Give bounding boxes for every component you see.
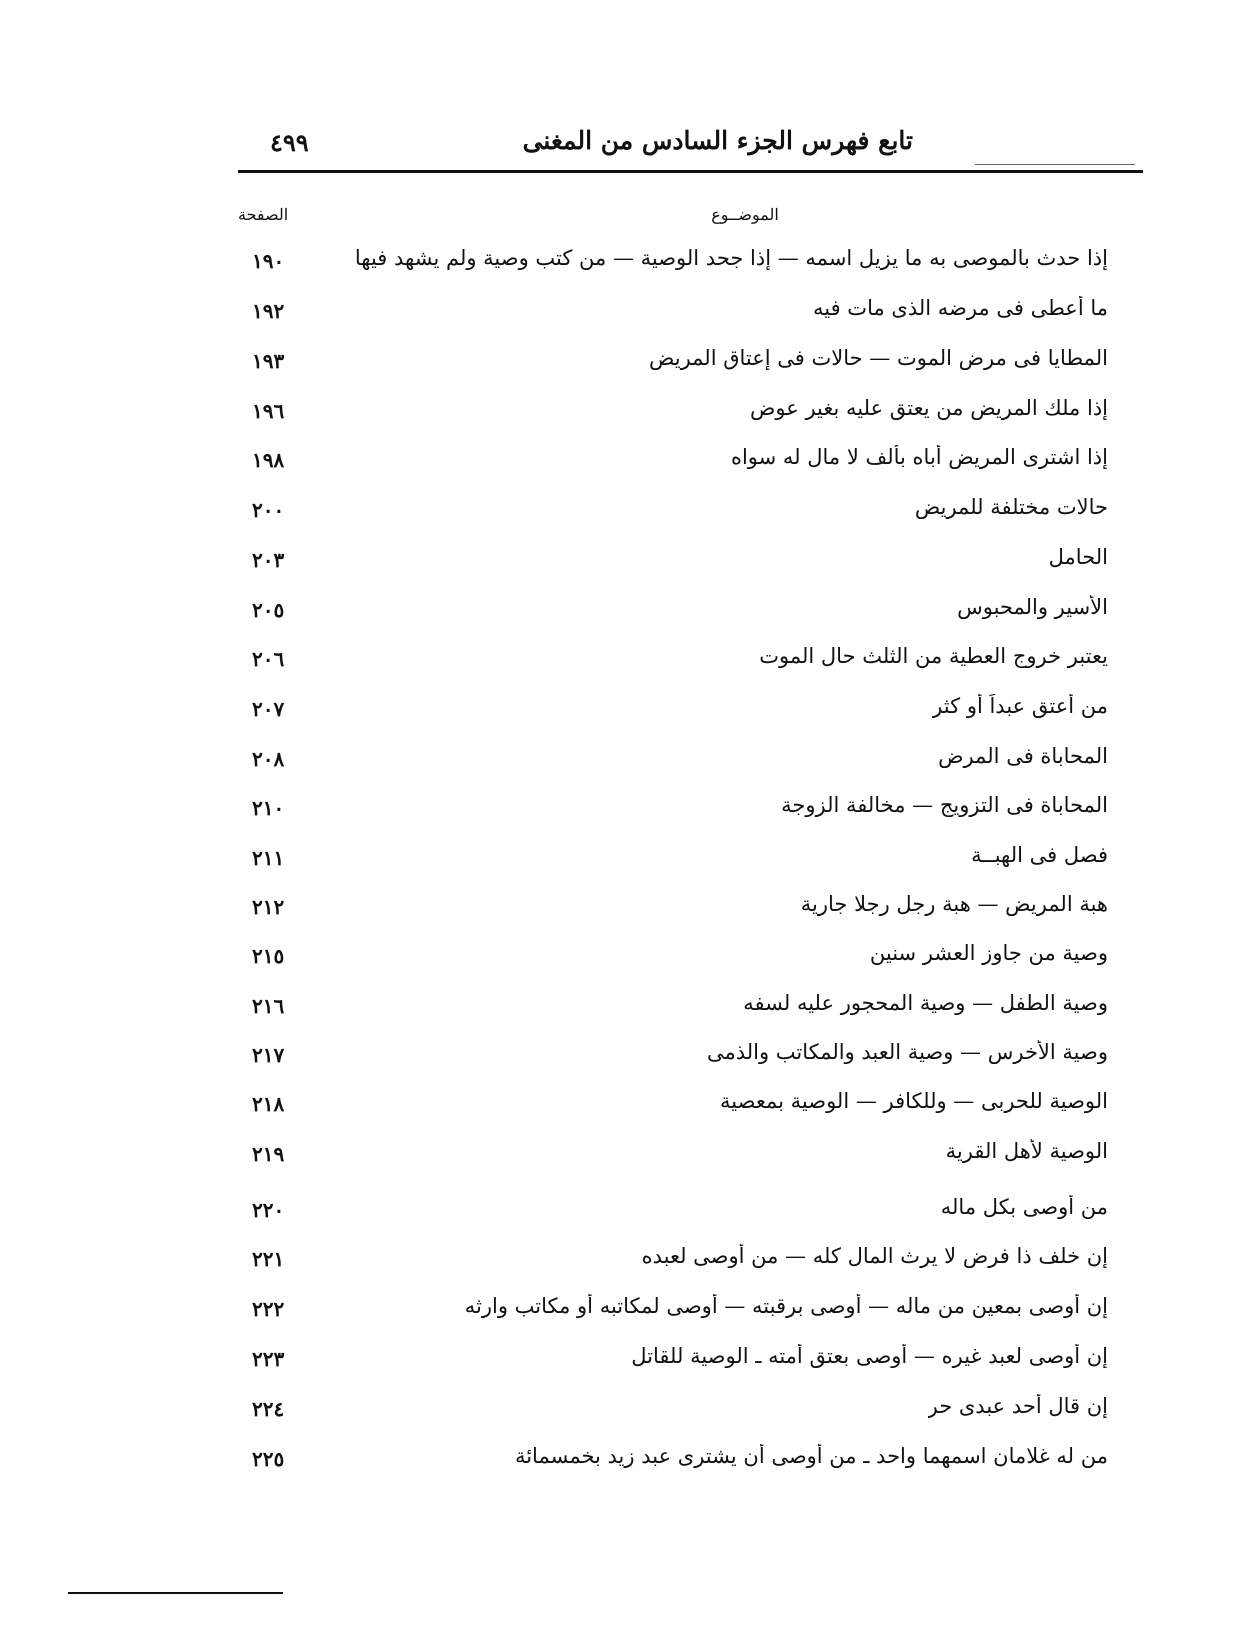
- row-topic: وصية الأخرس — وصية العبد والمكاتب والذمى: [706, 1040, 1108, 1064]
- index-row: [238, 290, 1108, 330]
- row-page-number: ٢٠٧: [252, 697, 285, 721]
- row-topic: هبة المريض — هبة رجل رجلا جارية: [800, 892, 1108, 916]
- header-rule: [238, 170, 1143, 173]
- index-row: [238, 1083, 1108, 1123]
- footnote-rule: [68, 1592, 283, 1594]
- header-thin-rule: [975, 164, 1135, 165]
- row-page-number: ٢١٦: [252, 994, 285, 1018]
- row-page-number: ٢١٩: [252, 1142, 285, 1166]
- index-row: [238, 1238, 1108, 1278]
- index-row: [238, 638, 1108, 678]
- row-page-number: ١٩٠: [252, 249, 285, 273]
- index-row: [238, 1338, 1108, 1378]
- page-number: ٤٩٩: [270, 128, 309, 157]
- row-page-number: ٢١٧: [252, 1043, 285, 1067]
- index-row: [238, 589, 1108, 629]
- row-topic: وصية الطفل — وصية المحجور عليه لسفه: [743, 991, 1108, 1015]
- row-topic: ما أعطى فى مرضه الذى مات فيه: [812, 296, 1108, 320]
- row-topic: المطايا فى مرض الموت — حالات فى إعتاق المريض: [649, 346, 1108, 370]
- row-topic: من أعتق عبداً أو كثر: [932, 694, 1108, 718]
- row-topic: وصية من جاوز العشر سنين: [869, 941, 1108, 965]
- row-topic: إذا ملك المريض من يعتق عليه بغير عوض: [750, 396, 1108, 420]
- row-page-number: ٢٢٢: [252, 1297, 285, 1321]
- index-row: [238, 1288, 1108, 1328]
- row-page-number: ٢٢٤: [252, 1397, 285, 1421]
- row-page-number: ٢١٢: [252, 895, 285, 919]
- row-topic: إن أوصى لعبد غيره — أوصى بعتق أمته ـ الوصية للقاتل: [631, 1344, 1108, 1368]
- row-topic: الحامل: [1048, 545, 1108, 569]
- index-row: [238, 738, 1108, 778]
- running-title: تابع فهرس الجزء السادس من المغنى: [522, 126, 913, 155]
- index-row: [238, 1034, 1108, 1074]
- row-page-number: ٢٠٥: [252, 598, 285, 622]
- index-row: [238, 985, 1108, 1025]
- row-topic: الأسير والمحبوس: [957, 595, 1108, 619]
- index-row: [238, 240, 1108, 280]
- row-page-number: ٢٠٣: [252, 548, 285, 572]
- index-row: [238, 439, 1108, 479]
- row-page-number: ١٩٦: [252, 399, 285, 423]
- index-row: [238, 1388, 1108, 1428]
- row-topic: فصل فى الهبــة: [971, 843, 1108, 867]
- row-topic: حالات مختلفة للمريض: [914, 495, 1108, 519]
- index-row: [238, 1189, 1108, 1229]
- row-topic: الوصية لأهل القرية: [945, 1139, 1108, 1163]
- row-topic: إن أوصى بمعين من ماله — أوصى برقبته — أوصى لمكاتبه أو مكاتب وارثه: [464, 1294, 1108, 1318]
- index-row: [238, 688, 1108, 728]
- page-header: [238, 118, 1143, 166]
- row-page-number: ١٩٨: [252, 448, 285, 472]
- row-page-number: ٢٢٣: [252, 1347, 285, 1371]
- row-topic: إذا اشترى المريض أباه بألف لا مال له سواه: [730, 445, 1108, 469]
- row-topic: المحاباة فى المرض: [938, 744, 1108, 768]
- row-page-number: ٢٠٨: [252, 747, 285, 771]
- column-header-page: الصفحة: [238, 205, 289, 224]
- index-row: [238, 489, 1108, 529]
- row-page-number: ١٩٢: [252, 299, 285, 323]
- row-topic: المحاباة فى التزويج — مخالفة الزوجة: [781, 793, 1108, 817]
- row-topic: إذا حدث بالموصى به ما يزيل اسمه — إذا جحد الوصية — من كتب وصية ولم يشهد فيها: [354, 246, 1108, 270]
- row-topic: إن خلف ذا فرض لا يرث المال كله — من أوصى لعبده: [641, 1244, 1108, 1268]
- row-page-number: ٢٢٠: [252, 1198, 285, 1222]
- row-page-number: ٢٠٠: [252, 498, 285, 522]
- row-page-number: ٢١٥: [252, 944, 285, 968]
- row-topic: إن قال أحد عبدى حر: [927, 1394, 1108, 1418]
- row-topic: يعتبر خروج العطية من الثلث حال الموت: [759, 644, 1108, 668]
- row-topic: الوصية للحربى — وللكافر — الوصية بمعصية: [720, 1089, 1108, 1113]
- row-page-number: ٢٢١: [252, 1247, 285, 1271]
- row-topic: من له غلامان اسمهما واحد ـ من أوصى أن يشترى عبد زيد بخمسمائة: [514, 1444, 1108, 1468]
- index-row: [238, 935, 1108, 975]
- index-row: [238, 340, 1108, 380]
- row-page-number: ٢١٨: [252, 1092, 285, 1116]
- row-page-number: ٢١٠: [252, 796, 285, 820]
- row-topic: من أوصى بكل ماله: [940, 1195, 1108, 1219]
- index-row: [238, 390, 1108, 430]
- row-page-number: ٢١١: [252, 846, 285, 870]
- index-row: [238, 539, 1108, 579]
- row-page-number: ١٩٣: [252, 349, 285, 373]
- index-row: [238, 1438, 1108, 1478]
- row-page-number: ٢٢٥: [252, 1447, 285, 1471]
- index-row: [238, 787, 1108, 827]
- index-row: [238, 886, 1108, 926]
- index-row: [238, 837, 1108, 877]
- row-page-number: ٢٠٦: [252, 647, 285, 671]
- index-row: [238, 1133, 1108, 1173]
- column-header-topic: الموضــوع: [711, 205, 779, 224]
